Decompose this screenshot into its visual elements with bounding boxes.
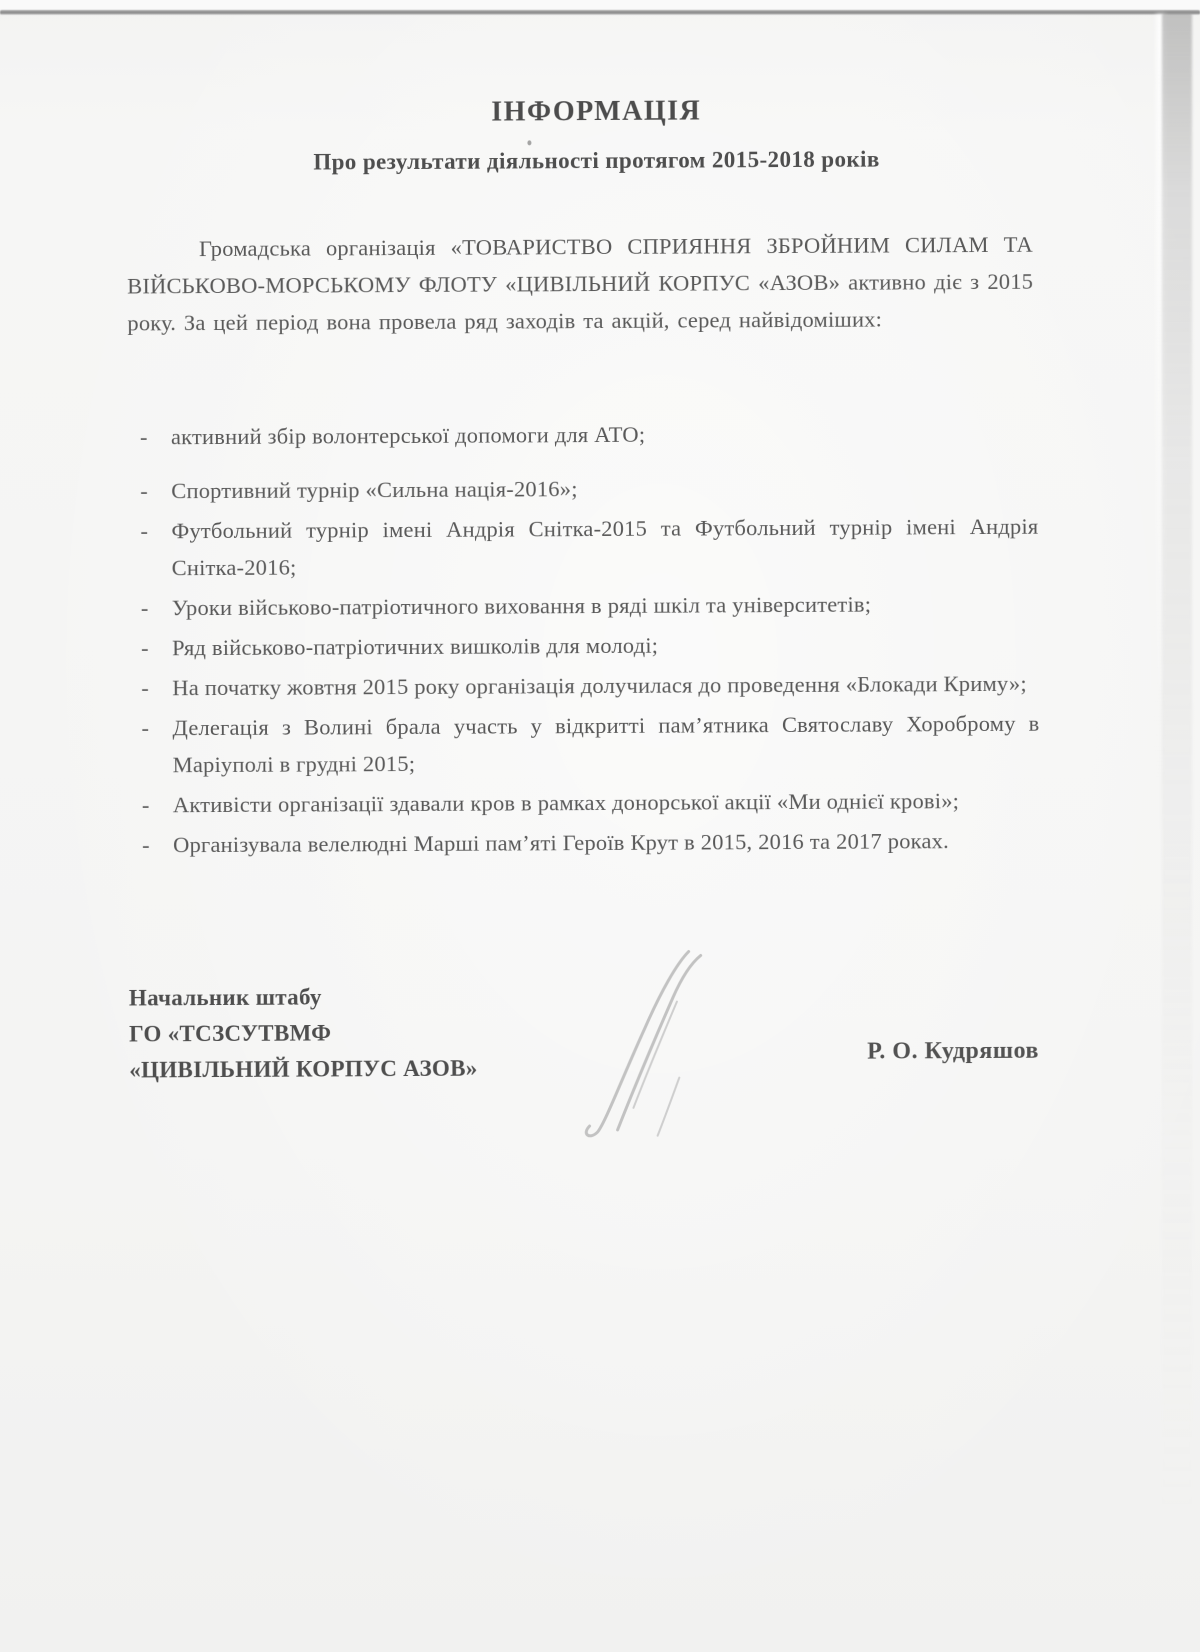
- signature-title-line: Начальник штабу: [128, 984, 322, 1011]
- list-item: - На початку жовтня 2015 року організація долучилася до проведення «Блокади Криму»;: [139, 665, 1039, 707]
- document-subtitle: Про результати діяльності протягом 2015-2018 років: [313, 146, 880, 175]
- activity-list: [138, 414, 1040, 867]
- list-item: - Делегація з Волині брала участь у відкритті пам’ятника Святославу Хороброму в Маріуполі в грудні 2015;: [139, 705, 1039, 784]
- signature-autograph: [561, 929, 762, 1140]
- list-item: - Організувала велелюдні Марші пам’яті Героїв Крут в 2015, 2016 та 2017 роках.: [140, 822, 1040, 864]
- list-item: - Футбольний турнір імені Андрія Снітка-2015 та Футбольний турнір імені Андрія Снітка-2016;: [138, 508, 1038, 587]
- list-item: - Уроки військово-патріотичного виховання в ряді шкіл та університетів;: [139, 585, 1039, 627]
- signature-org-line: ГО «ТСЗСУТВМФ: [129, 1020, 332, 1047]
- list-item: - Ряд військово-патріотичних вишколів для молоді;: [139, 625, 1039, 667]
- scan-speck: [527, 140, 531, 145]
- document-title: ІНФОРМАЦІЯ: [491, 95, 702, 128]
- signature-block: [129, 979, 478, 1089]
- list-item: - Активісти організації здавали кров в рамках донорської акції «Ми однієї крові»;: [140, 782, 1040, 824]
- list-item: - Спортивний турнір «Сильна нація-2016»;: [138, 468, 1038, 510]
- intro-paragraph: Громадська організація «ТОВАРИСТВО СПРИЯННЯ ЗБРОЙНИМ СИЛАМ ТА ВІЙСЬКОВО-МОРСЬКОМУ ФЛОТУ «ЦИВІЛЬНИЙ КОРПУС «АЗОВ» активно діє з 2015 року. За цей період вона провела ряд заходів та акцій, серед найвідоміших:: [127, 231, 1034, 336]
- list-item: - активний збір волонтерської допомоги для АТО;: [138, 414, 1038, 456]
- signature-org-line: «ЦИВІЛЬНИЙ КОРПУС АЗОВ»: [129, 1055, 478, 1083]
- signatory-name: Р. О. Кудряшов: [867, 1037, 1039, 1065]
